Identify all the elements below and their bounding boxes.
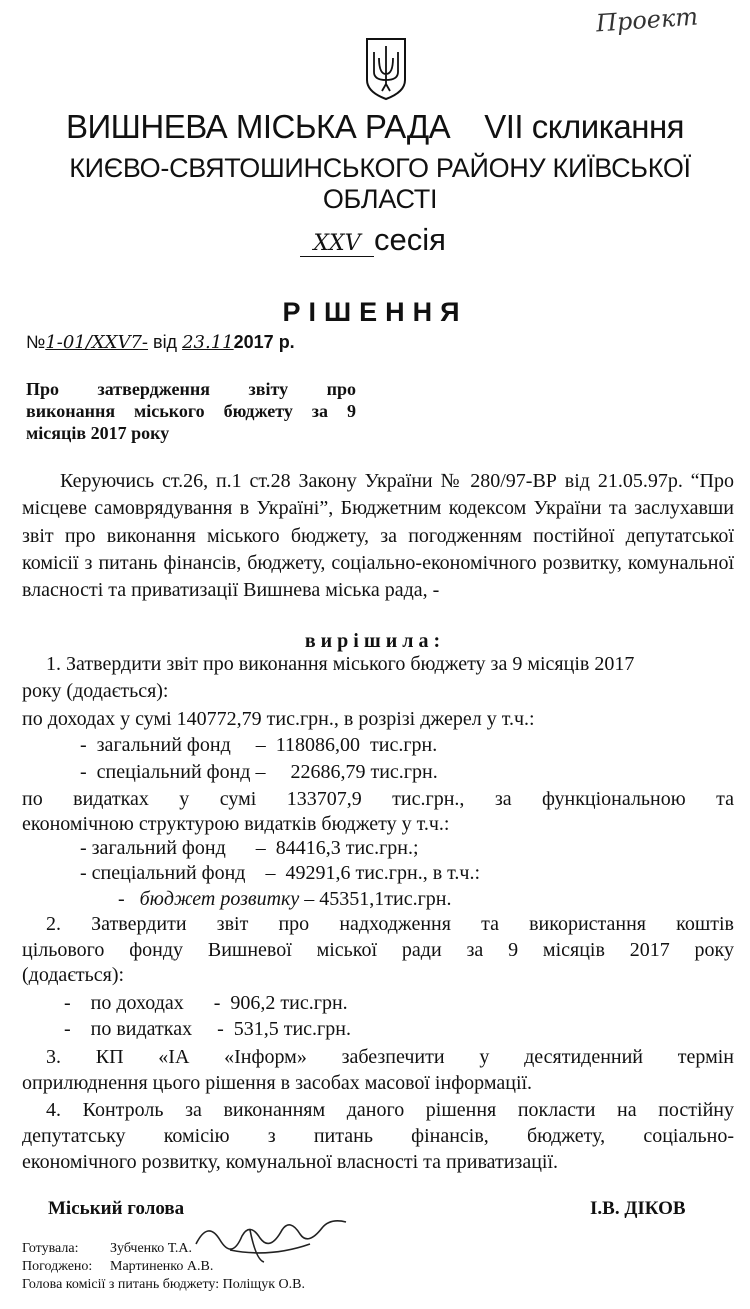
item-2-heading-cont: (додається): (22, 964, 125, 986)
commission-head (22, 1277, 305, 1293)
resolved-heading: вирішила: (304, 630, 446, 652)
commission-label: Голова комісії з питань бюджету: (22, 1277, 220, 1292)
agreed-label: Погоджено: (22, 1259, 93, 1274)
development-budget-label: бюджет розвитку (139, 888, 300, 910)
expenditure-line-cont: економічною структурою видатків бюджету у т.ч.: (22, 813, 450, 835)
item-4-text: 4. Контроль за виконанням даного рішення покласти на постійну (46, 1099, 734, 1121)
subject-line: виконання міського бюджету за 9 (26, 401, 356, 421)
item-4-text-cont: депутатську комісію з питань фінансів, бюджету, соціально- (22, 1125, 734, 1147)
document-title: РІШЕННЯ (282, 297, 468, 327)
prepared-name: Зубченко Т.А. (110, 1241, 193, 1256)
agreed-name: Мартиненко А.В. (110, 1259, 214, 1274)
expenditure-special-fund: - спеціальний фонд – 49291,6 тис.грн., в т.ч.: (80, 862, 480, 884)
session-label: сесія (374, 222, 446, 257)
development-budget-amount: – 45351,1тис.грн. (299, 888, 452, 910)
expenditure-line: по видатках у сумі 133707,9 тис.грн., за функціональною та (22, 788, 734, 810)
commission-name: Поліщук О.В. (222, 1277, 305, 1292)
decision-subject (26, 378, 356, 444)
decision-number: 1-01/XXV7- (45, 332, 148, 353)
mayor-title: Міський голова (48, 1198, 185, 1219)
decision-number-line (26, 332, 295, 353)
prepared-by (22, 1241, 192, 1257)
item-2-heading: 2. Затвердити звіт про надходження та використання коштів (46, 913, 734, 935)
decision-date: 23.11 (182, 332, 234, 353)
income-line: по доходах у сумі 140772,79 тис.грн., в розрізі джерел у т.ч.: (22, 708, 535, 730)
item-3-text: 3. КП «ІА «Інформ» забезпечити у десятиденний термін (46, 1046, 734, 1068)
number-label: № (26, 332, 46, 352)
council-header (0, 108, 750, 146)
expenditure-general-fund: - загальний фонд – 84416,3 тис.грн.; (80, 837, 419, 859)
item-3-text-cont: оприлюднення цього рішення в засобах масової інформації. (22, 1072, 533, 1094)
income-general-fund: - загальний фонд – 118086,00 тис.грн. (80, 734, 438, 756)
item-1-heading-cont: року (додається): (22, 680, 169, 702)
item-4-text-cont: економічного розвитку, комунальної власності та приватизації. (22, 1151, 559, 1173)
target-fund-income: - по доходах - 906,2 тис.грн. (64, 992, 348, 1014)
session-line (300, 222, 446, 258)
council-name: ВИШНЕВА МІСЬКА РАДА (65, 108, 451, 145)
date-label: від (153, 332, 178, 352)
target-fund-expenditure: - по видатках - 531,5 тис.грн. (64, 1018, 351, 1040)
mayor-name: І.В. ДІКОВ (590, 1198, 686, 1219)
decision-year: 2017 (233, 332, 274, 352)
subject-line: місяців 2017 року (26, 423, 170, 443)
development-budget-line: - бюджет розвитку – 45351,1тис.грн. (118, 888, 452, 910)
trident-emblem-icon (364, 36, 408, 102)
item-2-heading-cont: цільового фонду Вишневої міської ради за 9 місяців 2017 року (22, 939, 734, 961)
session-number: XXV (300, 231, 374, 257)
convocation: VII скликання (484, 108, 685, 145)
preamble-text: Керуючись ст.26, п.1 ст.28 Закону України № 280/97-ВР від 21.05.97р. “Про місцеве самоврядування в Україні”, Бюджетним кодексом України та заслухавши звіт про виконання міського бюджету, за погодженням постійної депутатської комісії з питань фінансів, бюджету, соціально-економічного розвитку, комунальної власності та приватизації Вишнева міська рада, - (22, 470, 734, 602)
agreed-by (22, 1259, 213, 1275)
item-1-heading: 1. Затвердити звіт про виконання міського бюджету за 9 місяців 2017 (46, 653, 635, 675)
year-suffix: р. (278, 332, 295, 352)
district-header: КИЄВО-СВЯТОШИНСЬКОГО РАЙОНУ КИЇВСЬКОЇ ОБЛАСТІ (69, 153, 691, 214)
signature-icon (190, 1200, 350, 1270)
subject-line: Про затвердження звіту про (26, 379, 356, 399)
preamble (22, 468, 734, 604)
draft-stamp: Проект (595, 2, 699, 38)
income-special-fund: - спеціальний фонд – 22686,79 тис.грн. (80, 761, 438, 783)
prepared-label: Готувала: (22, 1241, 79, 1256)
